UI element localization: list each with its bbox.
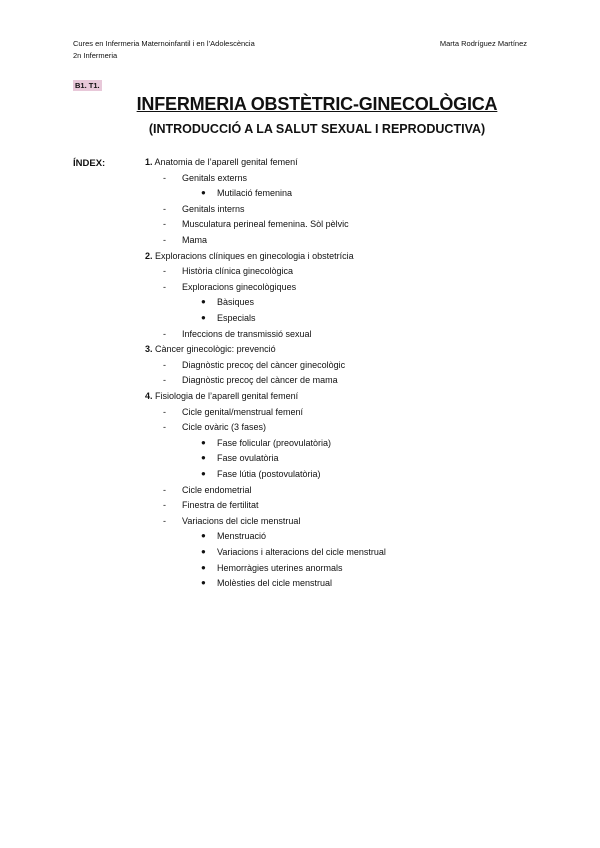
bullet-icon: ● [201,547,206,556]
toc-subitem: Especials [217,313,256,323]
toc-section [145,156,298,168]
toc-item: Cicle genital/menstrual femení [182,406,304,417]
toc-item: Diagnòstic precoç del càncer ginecològic [182,359,346,370]
dash-marker: - [163,484,166,495]
toc-item: Musculatura perineal femenina. Sòl pèlvic [182,219,349,230]
toc-item: Infeccions de transmissió sexual [182,328,312,339]
section-number: 3. [145,344,153,355]
section-number: 2. [145,250,153,261]
dash-marker: - [163,515,166,526]
toc-item: Genitals interns [182,203,245,214]
toc-section [145,390,298,402]
toc-subitem: Menstruació [217,531,267,542]
section-number: 4. [145,391,153,401]
bullet-icon: ● [201,297,206,307]
dash-marker: - [163,359,166,370]
toc-subitem: Fase folicular (preovulatòria) [217,437,332,448]
toc-subitem: Hemorràgies uterines anormals [217,562,343,573]
dash-marker: - [163,172,166,183]
section-number: 1. [145,157,153,167]
toc-item: Diagnòstic precoç del càncer de mama [182,375,338,386]
dash-marker: - [163,281,166,292]
dash-marker: - [163,406,166,417]
dash-marker: - [163,235,166,245]
toc-subitem: Fase lútia (postovulatòria) [217,469,321,479]
section-title: Anatomia de l’aparell genital femení [154,157,298,167]
toc-section [145,250,354,262]
page-subtitle: (INTRODUCCIÓ A LA SALUT SEXUAL I REPRODUCTIVA) [148,122,486,136]
dash-marker: - [163,375,166,386]
bullet-icon: ● [201,562,206,572]
dash-marker: - [163,219,166,230]
toc-subitem: Mutilació femenina [217,188,293,199]
toc-subitem: Fase ovulatòria [217,453,279,464]
bullet-icon: ● [201,453,206,463]
dash-marker: - [163,266,166,277]
block-topic-tag: B1. T1. [75,81,100,90]
section-title: Fisiologia de l’aparell genital femení [155,391,299,401]
toc-item: Mama [182,235,208,245]
course-name: Cures en Infermeria Maternoinfantil i en l’Adolescència [73,39,255,48]
section-title: Càncer ginecològic: prevenció [155,344,276,355]
bullet-icon: ● [201,188,206,198]
bullet-icon: ● [201,578,206,588]
toc-item: Finestra de fertilitat [182,500,259,511]
toc-subitem: Variacions i alteracions del cicle menstrual [217,547,386,557]
section-title: Exploracions clíniques en ginecologia i obstetrícia [155,250,354,261]
toc-item: Variacions del cicle menstrual [182,515,301,526]
bullet-icon: ● [201,531,206,541]
toc-item: Exploracions ginecològiques [182,281,297,292]
bullet-icon: ● [201,313,206,322]
year-label: 2n Infermeria [73,51,118,60]
toc-item: Cicle endometrial [182,484,252,495]
author-name: Marta Rodríguez Martínez [439,39,527,48]
document-header-left [73,38,255,62]
dash-marker: - [163,500,166,511]
page-title: INFERMERIA OBSTÈTRIC-GINECOLÒGICA [136,94,498,114]
toc-subitem: Molèsties del cicle menstrual [217,578,333,589]
dash-marker: - [163,328,166,339]
bullet-icon: ● [201,469,206,478]
toc-section [145,343,276,355]
toc-subitem: Bàsiques [217,297,255,308]
toc-item: Cicle ovàric (3 fases) [182,422,267,433]
toc-item: Genitals externs [182,172,248,183]
bullet-icon: ● [201,437,206,447]
dash-marker: - [163,203,166,214]
index-label: ÍNDEX: [73,158,106,169]
dash-marker: - [163,422,166,433]
toc-item: Història clínica ginecològica [182,266,294,277]
